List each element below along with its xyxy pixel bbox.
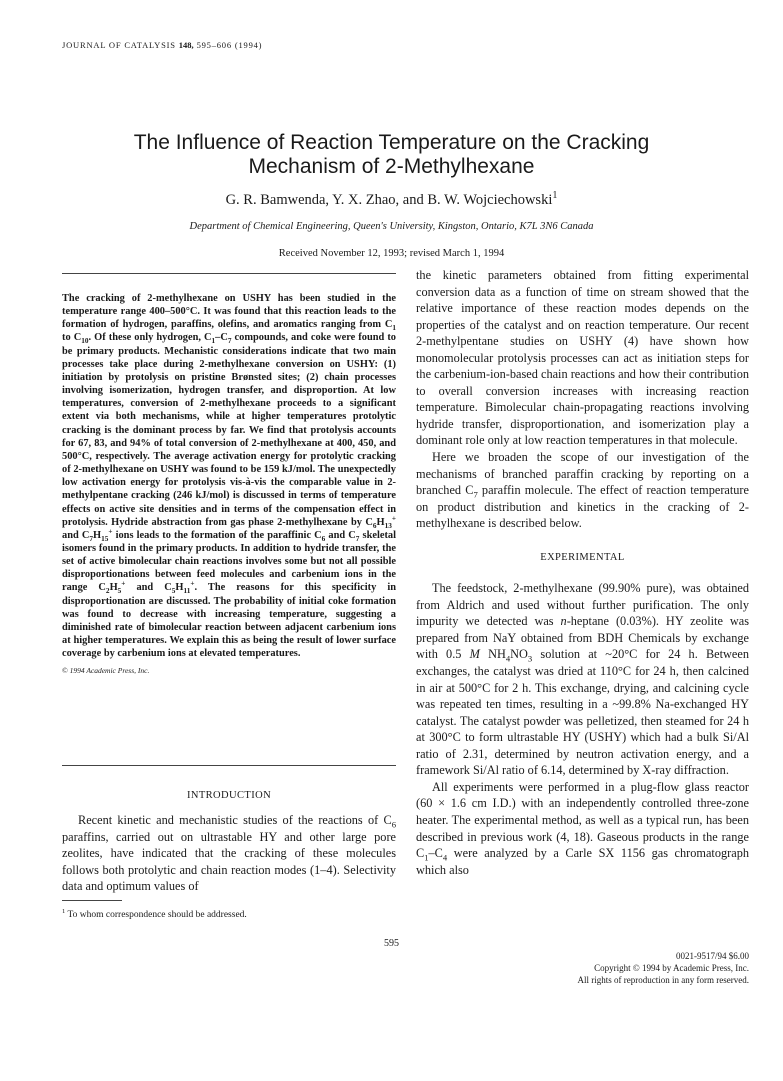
right-paragraph-2: Here we broaden the scope of our investigation of the mechanisms of branched paraffin cracking by reporting on a branched $C_7$ paraffin molecule. The effect of reaction temperature on product distribution and kinetics in the cracking of 2-methylhexane is described below. [416, 450, 749, 531]
footnote-rule [62, 900, 122, 901]
footnote [62, 907, 396, 920]
page-number: 595 [384, 938, 399, 949]
author-list [40, 192, 743, 209]
footnote-mark: 1 [62, 907, 66, 915]
journal-header [62, 40, 262, 50]
affiliation: Department of Chemical Engineering, Queen's University, Kingston, Ontario, K7L 3N6 Canada [189, 221, 594, 232]
title-line-2: Mechanism of 2-Methylhexane [248, 155, 535, 178]
title-line-1: The Influence of Reaction Temperature on the Cracking [133, 131, 650, 154]
copyright-line: Copyright © 1994 by Academic Press, Inc. [594, 963, 749, 973]
copyright-block [460, 950, 749, 986]
received-dates: Received November 12, 1993; revised March 1, 1994 [278, 248, 505, 259]
authors-text: G. R. Bamwenda, Y. X. Zhao, and B. W. Wojciechowski [225, 192, 553, 208]
journal-name: JOURNAL OF CATALYSIS [62, 40, 176, 50]
journal-volume: 148, [178, 40, 194, 50]
author-footnote-mark: 1 [552, 190, 558, 202]
journal-pages: 595–606 (1994) [196, 40, 263, 50]
right-paragraph-3: The feedstock, 2-methylhexane (99.90% pure), was obtained from Aldrich and used without further purification. The only impurity we detected was n-heptane (0.03%). HY zeolite was prepared from NaY obtained from BDH Chemicals by exchange with 0.5 M $NH_4NO_3$ solution at ~20°C for 24 h. Between exchanges, the catalyst was dried at 110°C for 24 h, then calcined in air at 500°C for 2 h. This exchange, drying, and calcining cycle was repeated ten times, resulting in a ~99.8% Na-exchanged HY catalyst. The catalyst powder was pelletized, then steamed for 24 h at 300°C to form ultrastable HY (USHY) which had a bulk Si/Al ratio of 2.31, determined by neutron activation energy, and a framework Si/Al ratio of 6.14, determined by X-ray diffraction. [416, 581, 749, 778]
right-paragraph-4: All experiments were performed in a plug-flow glass reactor (60 × 1.6 cm I.D.) with an independently controlled three-zone heater. The experimental method, as well as a typical run, has been described in previous work (4, 18). Gaseous products in the range $C_1-C_4$ were analyzed by a Carle SX 1156 gas chromatograph which also [416, 779, 749, 877]
experimental-heading: EXPERIMENTAL [540, 551, 625, 563]
abstract-bottom-rule [62, 765, 396, 766]
introduction-heading: INTRODUCTION [186, 790, 272, 801]
article-title [40, 131, 743, 179]
abstract-copyright: © 1994 Academic Press, Inc. [62, 666, 150, 676]
right-column [416, 267, 749, 878]
issn-price: 0021-9517/94 $6.00 [676, 951, 749, 961]
abstract: The cracking of 2-methylhexane on USHY has been studied in the temperature range 400–500°C. It was found that this reaction leads to the formation of hydrogen, paraffins, olefins, and aromatics ranging from $C_1$ to $C_{10}$. Of these only hydrogen, $C_1-C_7$ compounds, and coke were found to be primary products. Mechanistic considerations indicate that two main processes take place during 2-methylhexane conversion on USHY: (1) initiation by protolysis on pristine Brønsted sites; (2) chain processes involving isomerization, hydrogen transfer, and disproportion. At low temperatures, conversion of 2-methylhexane proceeds to a significant extent via both mechanisms, while at higher temperatures protolytic cracking is the dominant process by far. We find that protolysis accounts for 67, 83, and 94% of total conversion of 2-methylhexane at 400, 450, and 500°C, respectively. The average activation energy for protolytic cracking of 2-methylhexane on USHY was found to be 159 kJ/mol. The unexpectedly low activation energy for protolysis vis-à-vis the comparable value in 2-methylpentane cracking (246 kJ/mol) is discussed in terms of temperature effects on active site densities and in terms of the compensation effect in protolysis. Hydride abstraction from gas phase 2-methylhexane by $C_6H_{13}^+$ and $C_7H_{15}^+$ ions leads to the formation of the paraffinic $C_6$ and $C_7$ skeletal isomers found in the primary products. In addition to hydride transfer, the set of active bimolecular chain reactions involves some but not all possible disproportionations between feed molecules and carbenium ions in the range $C_2H_5^+$ and $C_5H_{11}^+$. The reasons for this specificity in disproportionation are discussed. The probability of initial coke formation was found to decrease with increasing temperature, suggesting a diminished rate of bimolecular reaction between adjacent carbenium ions at higher temperatures. We explain this as being the result of lower surface coverage by carbenium ions at elevated temperatures. © 1994 Academic Press, Inc. [62, 292, 396, 678]
introduction-paragraph: Recent kinetic and mechanistic studies of the reactions of $C_6$ paraffins, carried out on ultrastable HY and other large pore zeolites, have indicated that the cracking of these molecules follows both protolytic and chain reaction modes (1–4). Selectivity data and optimum values of [62, 813, 396, 894]
right-paragraph-1: the kinetic parameters obtained from fitting experimental conversion data as a function of time on stream showed that the relative importance of these reaction modes depends on the properties of the catalyst and on reaction temperature. Our recent 2-methylpentane studies on USHY (4) have shown how monomolecular protolysis processes can act as initiation steps for the carbenium-ion-based chain reactions and how their contribution to overall conversion increases with increasing reaction temperature. Bimolecular chain-propagating reactions involving hydride transfer, disproportionation, and isomerization play a dominant role only at low reaction temperatures in that molecule. [416, 268, 749, 448]
abstract-top-rule [62, 273, 396, 274]
footnote-text: To whom correspondence should be addressed. [65, 910, 247, 920]
rights-line: All rights of reproduction in any form reserved. [577, 975, 749, 985]
introduction-body [62, 812, 396, 895]
